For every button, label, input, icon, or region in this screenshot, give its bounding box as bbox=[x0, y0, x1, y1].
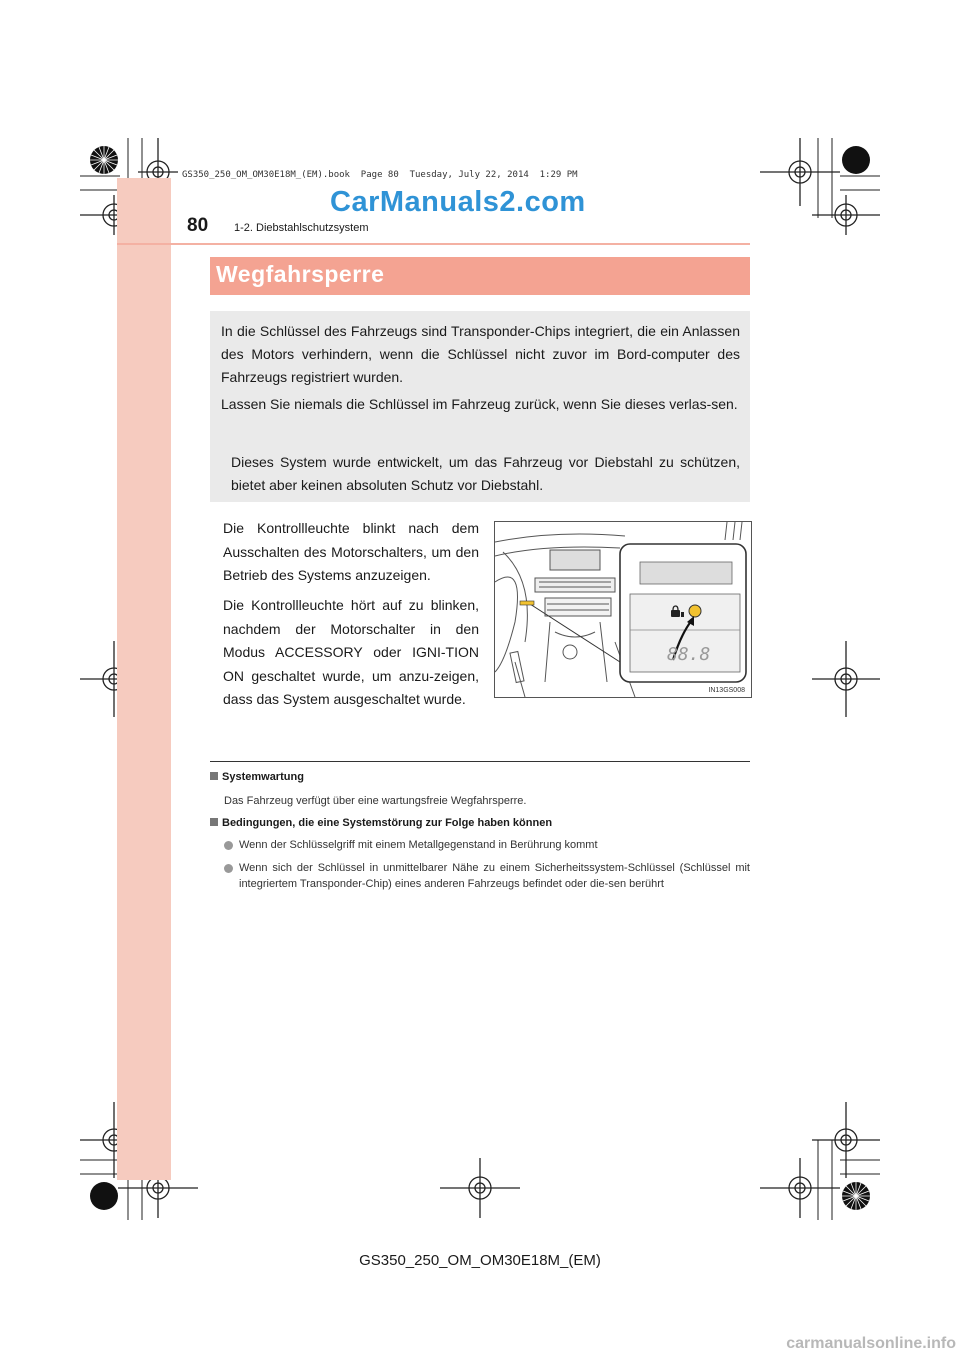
note-bullet-2-text: Wenn sich der Schlüssel in unmittelbarer Nähe zu einem Sicherheitssystem-Schlüssel (Schlüssel mit integriertem Transponder-Chip) eines anderen Fahrzeugs befindet oder die-sen berührt bbox=[239, 862, 750, 890]
display-digits: 88.8 bbox=[667, 644, 711, 665]
intro-paragraph-3: Dieses System wurde entwickelt, um das Fahrzeug vor Diebstahl zu schützen, bietet aber keinen absoluten Schutz vor Diebstahl. bbox=[231, 454, 740, 493]
dashboard-drawing bbox=[495, 522, 751, 697]
intro-box bbox=[210, 311, 750, 502]
note-text-1: Das Fahrzeug verfügt über eine wartungsfreie Wegfahrsperre. bbox=[224, 795, 527, 807]
intro-paragraph-2: Lassen Sie niemals die Schlüssel im Fahrzeug zurück, wenn Sie dieses verlas-sen. bbox=[221, 396, 738, 412]
note-heading-1 bbox=[210, 771, 304, 783]
title-bar bbox=[210, 257, 750, 295]
book-info-line: GS350_250_OM_OM30E18M_(EM).book Page 80 Tuesday, July 22, 2014 1:29 PM bbox=[182, 170, 578, 180]
notes-divider bbox=[210, 761, 750, 762]
body-paragraph-1: Die Kontrollleuchte blinkt nach dem Ausschalten des Motorschalters, um den Betrieb des Systems anzuzeigen. bbox=[223, 520, 479, 583]
note-bullet-2 bbox=[224, 861, 750, 892]
intro-paragraph-1: In die Schlüssel des Fahrzeugs sind Transponder-Chips integriert, die ein Anlassen des Motors verhindern, wenn die Schlüssel nicht zuvor im Bord-computer des Fahrzeugs registriert wurden. bbox=[221, 323, 740, 385]
square-bullet-icon bbox=[210, 772, 218, 780]
chapter-sidebar-tab bbox=[117, 178, 171, 1180]
watermark-bottom: carmanualsonline.info bbox=[786, 1335, 956, 1352]
page-title: Wegfahrsperre bbox=[216, 261, 385, 287]
dashboard-illustration bbox=[494, 521, 752, 698]
note-bullet-1 bbox=[224, 838, 750, 854]
watermark-top: CarManuals2.com bbox=[330, 186, 586, 218]
note-heading-2-text: Bedingungen, die eine Systemstörung zur Folge haben können bbox=[222, 817, 553, 829]
section-label: 1-2. Diebstahlschutzsystem bbox=[234, 222, 369, 234]
header-rule bbox=[117, 243, 750, 245]
footer-manual-code: GS350_250_OM_OM30E18M_(EM) bbox=[359, 1252, 601, 1269]
square-bullet-icon bbox=[210, 818, 218, 826]
bullet-dot-icon bbox=[224, 841, 233, 850]
indicator-lamp-icon bbox=[689, 605, 701, 617]
figure-code: IN13GS008 bbox=[708, 687, 745, 694]
body-paragraph-2: Die Kontrollleuchte hört auf zu blinken, nachdem der Motorschalter in den Modus ACCESSORY oder IGNI-TION ON geschaltet wurde, um anzu-zeigen, dass das System ausgeschaltet wurde. bbox=[223, 597, 479, 707]
bullet-dot-icon bbox=[224, 864, 233, 873]
page-number: 80 bbox=[187, 215, 209, 236]
note-bullet-1-text: Wenn der Schlüsselgriff mit einem Metallgegenstand in Berührung kommt bbox=[239, 839, 598, 851]
note-heading-1-text: Systemwartung bbox=[222, 771, 304, 783]
note-heading-2 bbox=[210, 817, 552, 829]
